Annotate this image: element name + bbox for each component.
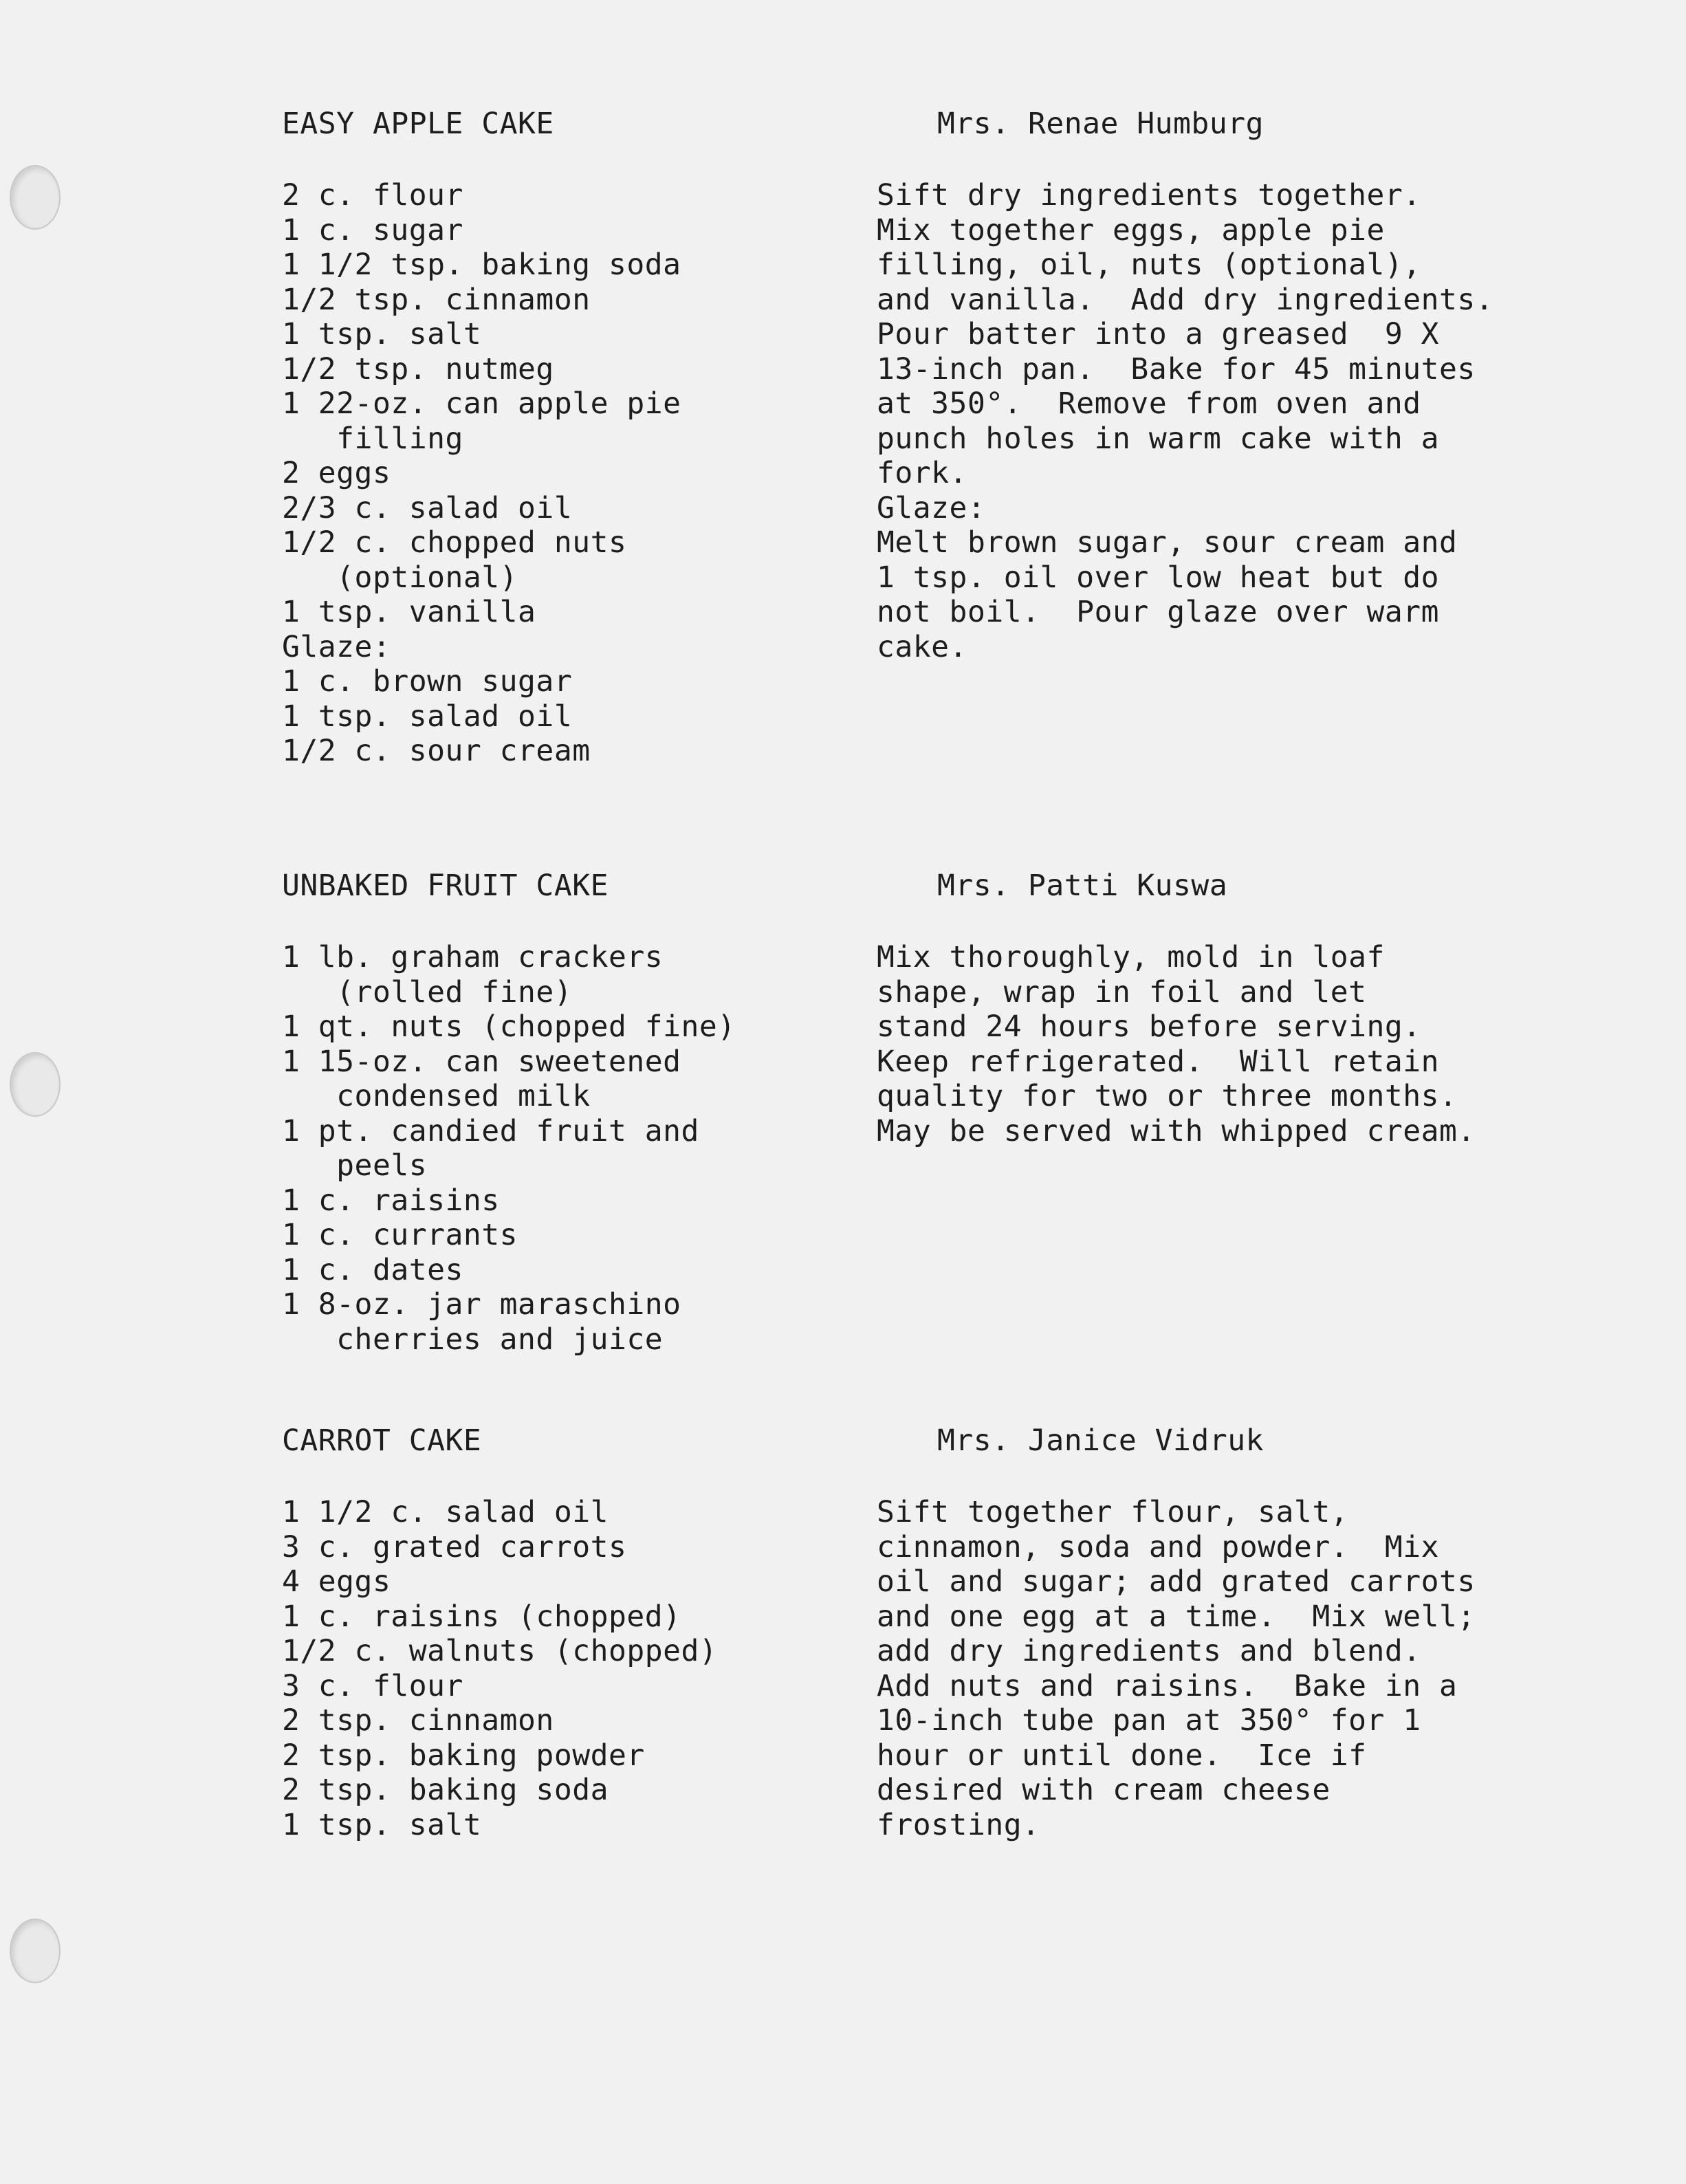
binder-hole	[10, 165, 61, 230]
recipe-directions: Sift together flour, salt, cinnamon, soda and powder. Mix oil and sugar; add grated carrots and one egg at a time. Mix well; add dry ingredients and blend. Add nuts and raisins. Bake in a 10-inch tube pan at 350° for 1 hour or until done. Ice if desired with cream cheese frosting.	[877, 1495, 1476, 1842]
recipe-author: Mrs. Patti Kuswa	[937, 869, 1228, 903]
recipe-directions: Mix thoroughly, mold in loaf shape, wrap in foil and let stand 24 hours before serving. Keep refrigerated. Will retain quality for two or three months. May be served with whipped cream.	[877, 940, 1476, 1148]
recipe-title: CARROT CAKE	[282, 1423, 482, 1458]
recipe-author: Mrs. Renae Humburg	[937, 107, 1264, 141]
ingredient-list: 2 c. flour 1 c. sugar 1 1/2 tsp. baking soda 1/2 tsp. cinnamon 1 tsp. salt 1/2 tsp. nutmeg 1 22-oz. can apple pie filling 2 eggs 2/3 c. salad oil 1/2 c. chopped nuts (optional) 1 tsp. vanilla Glaze: 1 c. brown sugar 1 tsp. salad oil 1/2 c. sour cream	[282, 178, 681, 768]
ingredient-list: 1 1/2 c. salad oil 3 c. grated carrots 4 eggs 1 c. raisins (chopped) 1/2 c. walnuts (chopped) 3 c. flour 2 tsp. cinnamon 2 tsp. baking powder 2 tsp. baking soda 1 tsp. salt	[282, 1495, 718, 1842]
recipe-directions: Sift dry ingredients together. Mix together eggs, apple pie filling, oil, nuts (optional), and vanilla. Add dry ingredients. Pour batter into a greased 9 X 13-inch pan. Bake for 45 minutes at 350°. Remove from oven and punch holes in warm cake with a fork. Glaze: Melt brown sugar, sour cream and 1 tsp. oil over low heat but do not boil. Pour glaze over warm cake.	[877, 178, 1494, 664]
recipe-title: EASY APPLE CAKE	[282, 107, 554, 141]
ingredient-list: 1 lb. graham crackers (rolled fine) 1 qt. nuts (chopped fine) 1 15-oz. can sweetened condensed milk 1 pt. candied fruit and peels 1 c. raisins 1 c. currants 1 c. dates 1 8-oz. jar maraschino cherries and juice	[282, 940, 736, 1357]
binder-hole	[10, 1052, 61, 1117]
binder-hole	[10, 1919, 61, 1983]
recipe-title: UNBAKED FRUIT CAKE	[282, 869, 609, 903]
recipe-author: Mrs. Janice Vidruk	[937, 1423, 1264, 1458]
